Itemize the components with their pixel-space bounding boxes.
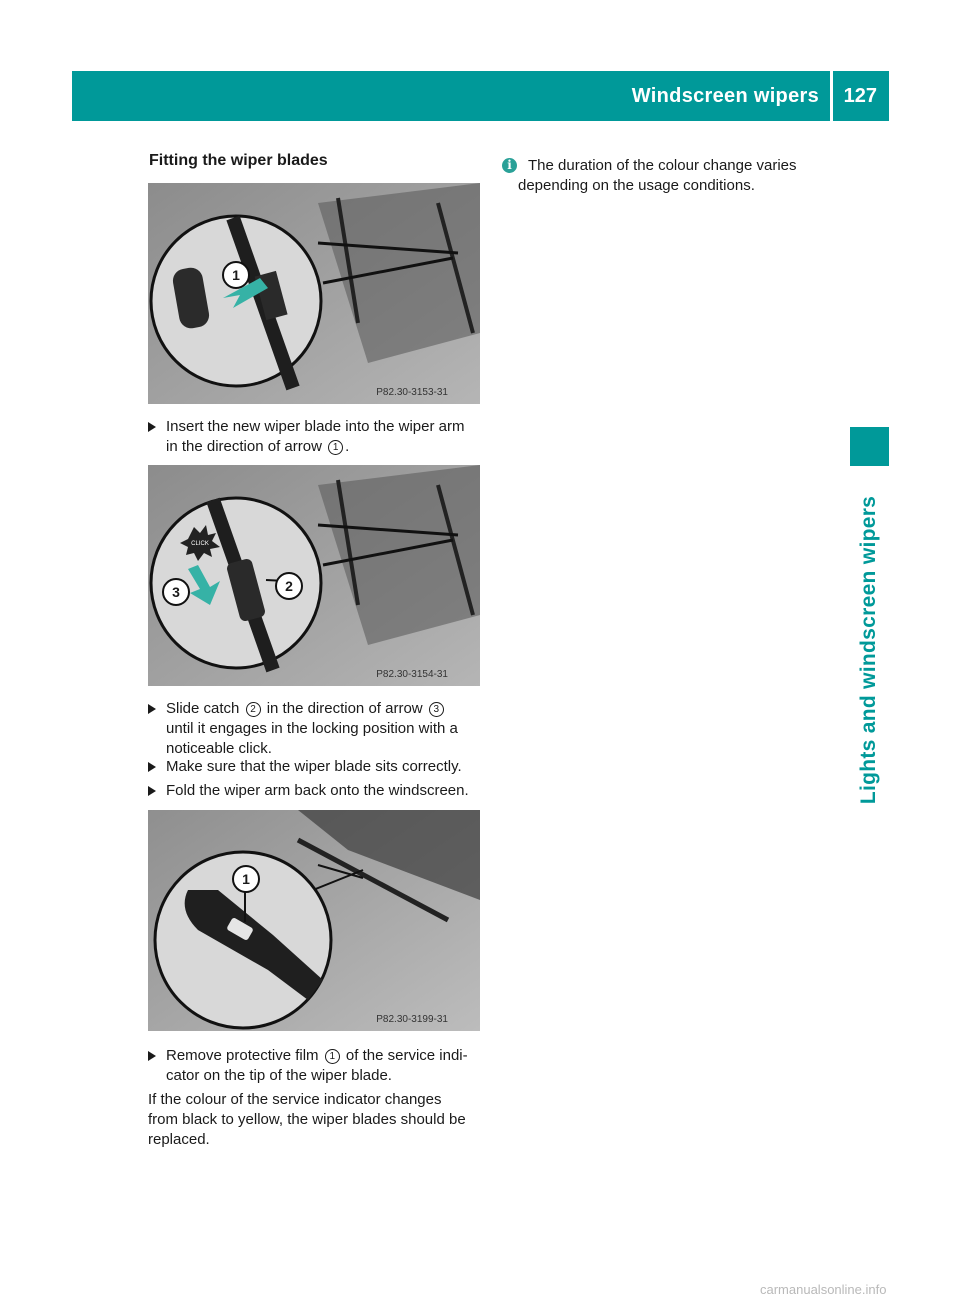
paragraph-line: replaced.: [148, 1131, 210, 1148]
callout-1: 1: [222, 261, 250, 289]
callout-ref: 1: [328, 440, 343, 455]
figure-code: P82.30-3153-31: [376, 387, 448, 398]
figure-code: P82.30-3154-31: [376, 669, 448, 680]
step-text: until it engages in the locking position with a: [166, 720, 458, 737]
step-text: Insert the new wiper blade into the wiper arm: [166, 418, 465, 435]
paragraph-line: from black to yellow, the wiper blades should be: [148, 1111, 466, 1128]
header-divider: [830, 71, 833, 121]
page-header: [72, 71, 889, 121]
info-text: depending on the usage conditions.: [518, 177, 755, 194]
bullet-arrow-icon: [148, 1051, 156, 1061]
step-text: Slide catch: [166, 700, 240, 717]
step-insert-blade: [148, 417, 482, 457]
info-text: The duration of the colour change varies: [528, 157, 797, 174]
figure-insert-blade: [148, 183, 480, 404]
callout-ref: 1: [325, 1049, 340, 1064]
figure-slide-catch: [148, 465, 480, 686]
bullet-arrow-icon: [148, 422, 156, 432]
step-text: .: [345, 438, 350, 455]
info-icon: i: [502, 158, 517, 173]
bullet-arrow-icon: [148, 762, 156, 772]
step-text: in the direction of arrow: [166, 438, 322, 455]
chapter-title: Windscreen wipers: [631, 85, 819, 107]
click-sticker-text: CLICK: [191, 541, 209, 547]
step-text: in the direction of arrow: [266, 700, 423, 717]
step-text: cator on the tip of the wiper blade.: [166, 1067, 392, 1084]
step-text: noticeable click.: [166, 740, 272, 757]
section-side-label: Lights and windscreen wipers: [857, 495, 880, 805]
step-text: Make sure that the wiper blade sits correctly.: [166, 758, 462, 775]
footer-watermark: carmanualsonline.info: [760, 1282, 887, 1297]
step-check-seat: [148, 757, 482, 777]
callout-1: 1: [232, 865, 260, 893]
step-text: Fold the wiper arm back onto the windscreen.: [166, 782, 469, 799]
callout-2: 2: [275, 572, 303, 600]
step-text: of the service indi-: [345, 1047, 468, 1064]
step-text: Remove protective film: [166, 1047, 319, 1064]
step-fold-arm: [148, 781, 482, 801]
figure-code: P82.30-3199-31: [376, 1014, 448, 1025]
step-slide-catch: [148, 699, 482, 759]
section-title: Fitting the wiper blades: [149, 152, 328, 169]
callout-ref: 3: [429, 702, 444, 717]
bullet-arrow-icon: [148, 786, 156, 796]
figure-protective-film: [148, 810, 480, 1031]
bullet-arrow-icon: [148, 704, 156, 714]
callout-3: 3: [162, 578, 190, 606]
callout-ref: 2: [246, 702, 261, 717]
info-note: [502, 156, 832, 196]
page-number: 127: [843, 85, 877, 107]
service-indicator-paragraph: [148, 1090, 482, 1150]
step-remove-film: [148, 1046, 482, 1086]
paragraph-line: If the colour of the service indicator changes: [148, 1091, 442, 1108]
section-tab-marker: [850, 427, 889, 466]
